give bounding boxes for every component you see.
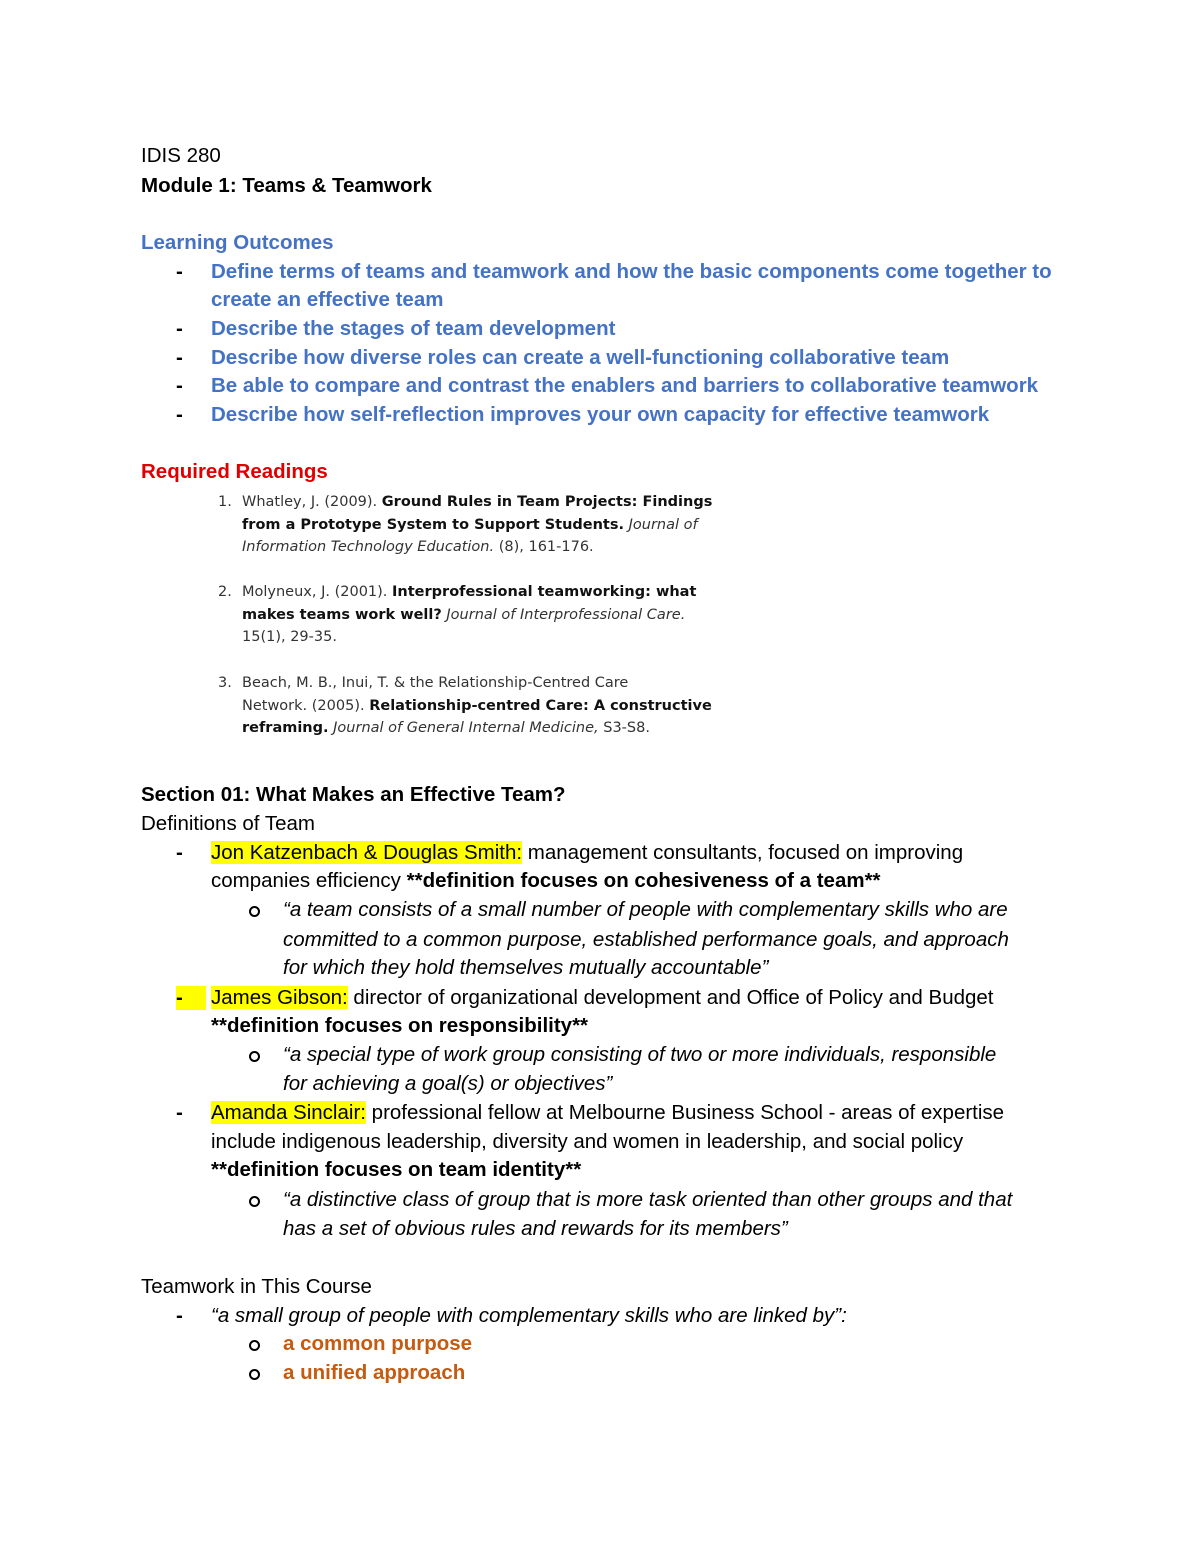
reading-1: [218, 491, 713, 559]
reading-pages: S3-S8.: [598, 720, 650, 736]
circle-bullet: [249, 1051, 260, 1062]
reading-pages: (8), 161-176.: [494, 539, 594, 555]
definition-quote: “a special type of work group consisting of two or more individuals, responsible: [283, 1043, 997, 1066]
teamwork-item: a unified approach: [283, 1361, 466, 1384]
reading-journal: Journal of Interprofessional Care.: [441, 606, 686, 623]
dash-bullet: -: [176, 374, 183, 397]
definition-quote: for which they hold themselves mutually accountable”: [283, 956, 769, 979]
author-description: include indigenous leadership, diversity and women in leadership, and social policy: [211, 1130, 964, 1153]
highlighted-name: Amanda Sinclair:: [211, 1101, 366, 1124]
outcome-item: Be able to compare and contrast the enablers and barriers to collaborative teamwork: [211, 374, 1039, 397]
circle-bullet: [249, 906, 260, 917]
dash-bullet: -: [176, 346, 183, 369]
reading-authors: Whatley, J. (2009).: [242, 494, 382, 510]
outcome-item: Describe how self-reflection improves your own capacity for effective teamwork: [211, 403, 990, 426]
author-description: professional fellow at Melbourne Business School - areas of expertise: [365, 1101, 1005, 1124]
reading-title: reframing.: [242, 720, 329, 736]
teamwork-heading: Teamwork in This Course: [141, 1275, 372, 1298]
outcome-item: Define terms of teams and teamwork and how the basic components come together to: [211, 260, 1052, 283]
teamwork-item: a common purpose: [283, 1332, 473, 1355]
dash-bullet: -: [176, 317, 183, 340]
course-code: IDIS 280: [141, 144, 221, 167]
reading-number: 2.: [218, 584, 232, 600]
teamwork-definition: “a small group of people with complementary skills who are linked by”:: [211, 1304, 847, 1327]
definition-quote: committed to a common purpose, established performance goals, and approach: [283, 928, 1009, 951]
author-description: companies efficiency: [211, 869, 407, 892]
reading-authors: Molyneux, J. (2001).: [242, 584, 393, 600]
outcome-item: Describe how diverse roles can create a well-functioning collaborative team: [211, 346, 950, 369]
circle-bullet: [249, 1196, 260, 1207]
required-readings-heading: Required Readings: [141, 460, 328, 483]
outcome-item-continued: create an effective team: [211, 288, 444, 311]
reading-title: Ground Rules in Team Projects: Findings: [381, 494, 713, 510]
reading-journal: Journal of: [624, 516, 698, 533]
reading-number: 3.: [218, 675, 232, 691]
definition-quote: “a team consists of a small number of people with complementary skills who are: [283, 898, 1008, 921]
author-description: management consultants, focused on improving: [522, 841, 964, 864]
katzenbach-line-2: [211, 867, 881, 895]
katzenbach-line: [211, 839, 963, 867]
reading-title: Relationship-centred Care: A constructive: [369, 697, 712, 714]
reading-title: Interprofessional teamworking: what: [392, 584, 697, 600]
reading-pages: 15(1), 29-35.: [242, 629, 337, 645]
dash-bullet: -: [176, 1101, 183, 1124]
sinclair-line: [211, 1099, 1004, 1127]
definition-focus: **definition focuses on cohesiveness of a team**: [406, 869, 881, 892]
reading-title: from a Prototype System to Support Students.: [242, 516, 624, 533]
module-title: Module 1: Teams & Teamwork: [141, 174, 432, 197]
highlighted-name: Jon Katzenbach & Douglas Smith:: [211, 841, 523, 864]
outcome-item: Describe the stages of team development: [211, 317, 616, 340]
definition-quote: for achieving a goal(s) or objectives”: [283, 1072, 613, 1095]
author-description: director of organizational development and Office of Policy and Budget: [347, 986, 994, 1009]
definitions-subheading: Definitions of Team: [141, 812, 315, 835]
dash-bullet: -: [176, 841, 183, 864]
dash-bullet: -: [176, 403, 183, 426]
gibson-line: [211, 984, 994, 1012]
dash-bullet: -: [176, 986, 183, 1009]
reading-2: [218, 581, 697, 649]
reading-journal: Journal of General Internal Medicine,: [328, 720, 599, 736]
reading-authors: Network. (2005).: [242, 697, 370, 714]
definition-quote: has a set of obvious rules and rewards for its members”: [283, 1217, 788, 1240]
circle-bullet: [249, 1369, 260, 1380]
reading-authors: Beach, M. B., Inui, T. & the Relationship-Centred Care: [242, 675, 629, 691]
section-title: Section 01: What Makes an Effective Team?: [141, 783, 566, 806]
definition-focus: **definition focuses on responsibility**: [211, 1014, 589, 1037]
reading-journal: Information Technology Education.: [242, 539, 495, 555]
definition-focus: **definition focuses on team identity**: [211, 1158, 582, 1181]
dash-bullet: -: [176, 1304, 183, 1327]
circle-bullet: [249, 1340, 260, 1351]
dash-bullet: -: [176, 260, 183, 283]
highlighted-name: James Gibson:: [211, 986, 348, 1009]
learning-outcomes-heading: Learning Outcomes: [141, 231, 334, 254]
definition-quote: “a distinctive class of group that is more task oriented than other groups and that: [283, 1188, 1013, 1211]
reading-title: makes teams work well?: [242, 606, 442, 623]
reading-3: [218, 672, 712, 740]
reading-number: 1.: [218, 494, 232, 510]
